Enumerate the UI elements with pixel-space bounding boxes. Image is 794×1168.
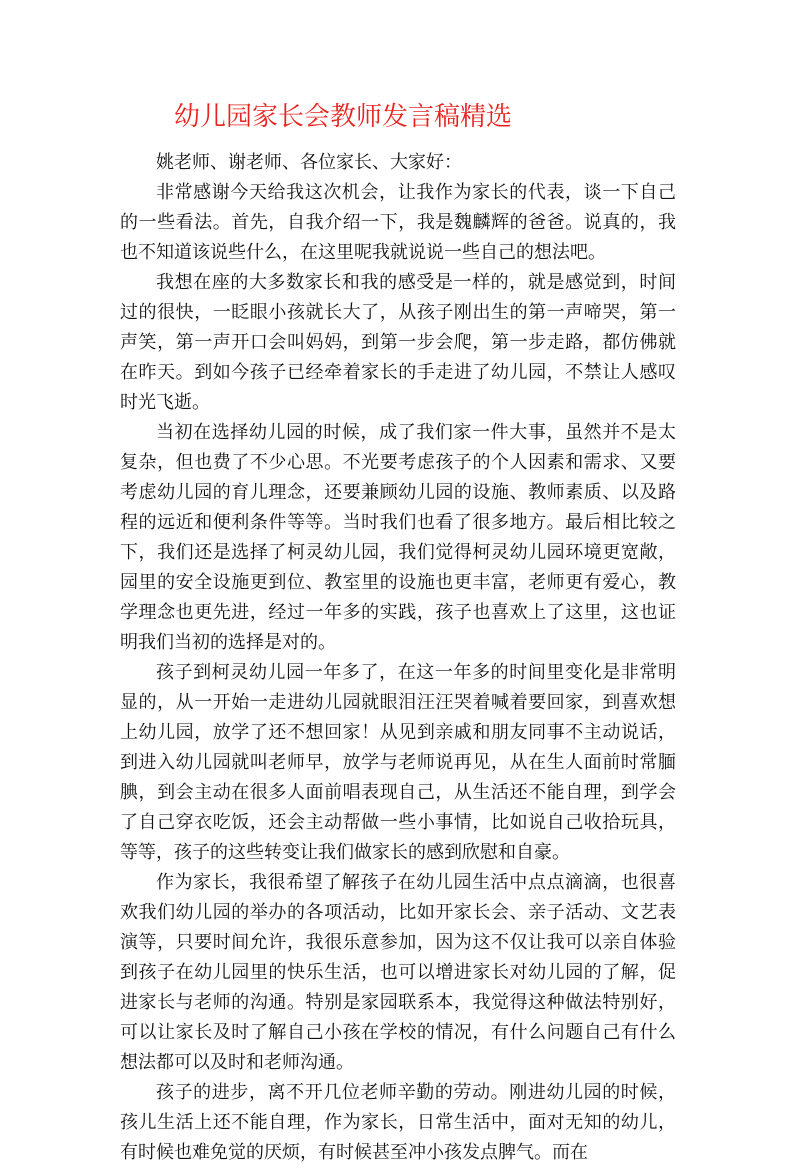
document-title: 幼儿园家长会教师发言稿精选 <box>174 102 513 132</box>
body-paragraph: 当初在选择幼儿园的时候，成了我们家一件大事，虽然并不是太复杂，但也费了不少心思。不光要考虑孩子的个人因素和需求、又要考虑幼儿园的育儿理念，还要兼顾幼儿园的设施、教师素质、以及路程的远近和便利条件等等。当时我们也看了很多地方。最后相比较之下，我们还是选择了柯灵幼儿园，我们觉得柯灵幼儿园环境更宽敞，园里的安全设施更到位、教室里的设施也更丰富，老师更有爱心，教学理念也更先进，经过一年多的实践，孩子也喜欢上了这里，这也证明我们当初的选择是对的。 <box>120 422 676 653</box>
body-paragraph: 孩子到柯灵幼儿园一年多了，在这一年多的时间里变化是非常明显的，从一开始一走进幼儿园就眼泪汪汪哭着喊着要回家，到喜欢想上幼儿园，放学了还不想回家！从见到亲戚和朋友同事不主动说话，到进入幼儿园就叫老师早，放学与老师说再见，从在生人面前时常腼腆，到会主动在很多人面前唱表现自己，从生活还不能自理，到学会了自己穿衣吃饭，还会主动帮做一些小事情，比如说自己收拾玩具，等等，孩子的这些转变让我们做家长的感到欣慰和自豪。 <box>120 662 676 863</box>
body-paragraph: 作为家长，我很希望了解孩子在幼儿园生活中点点滴滴，也很喜欢我们幼儿园的举办的各项活动，比如开家长会、亲子活动、文艺表演等，只要时间允许，我很乐意参加，因为这不仅让我可以亲自体验到孩子在幼儿园里的快乐生活，也可以增进家长对幼儿园的了解，促进家长与老师的沟通。特别是家园联系本，我觉得这种做法特别好，可以让家长及时了解自己小孩在学校的情况，有什么问题自己有什么想法都可以及时和老师沟通。 <box>120 872 676 1073</box>
body-paragraph: 非常感谢今天给我这次机会，让我作为家长的代表，谈一下自己的一些看法。首先，自我介绍一下，我是魏麟辉的爸爸。说真的，我也不知道该说些什么，在这里呢我就说说一些自己的想法吧。 <box>120 182 676 263</box>
greeting-paragraph: 姚老师、谢老师、各位家长、大家好： <box>156 152 462 173</box>
document-body <box>120 148 676 1168</box>
body-paragraph: 我想在座的大多数家长和我的感受是一样的，就是感觉到，时间过的很快，一眨眼小孩就长大了，从孩子刚出生的第一声啼哭，第一声笑，第一声开口会叫妈妈，到第一步会爬，第一步走路，都仿佛就在昨天。到如今孩子已经牵着家长的手走进了幼儿园，不禁让人感叹时光飞逝。 <box>120 272 676 413</box>
body-paragraph: 孩子的进步，离不开几位老师辛勤的劳动。刚进幼儿园的时候，孩儿生活上还不能自理，作为家长，日常生活中，面对无知的幼儿，有时候也难免觉的厌烦，有时候甚至冲小孩发点脾气。而在 <box>120 1082 676 1163</box>
